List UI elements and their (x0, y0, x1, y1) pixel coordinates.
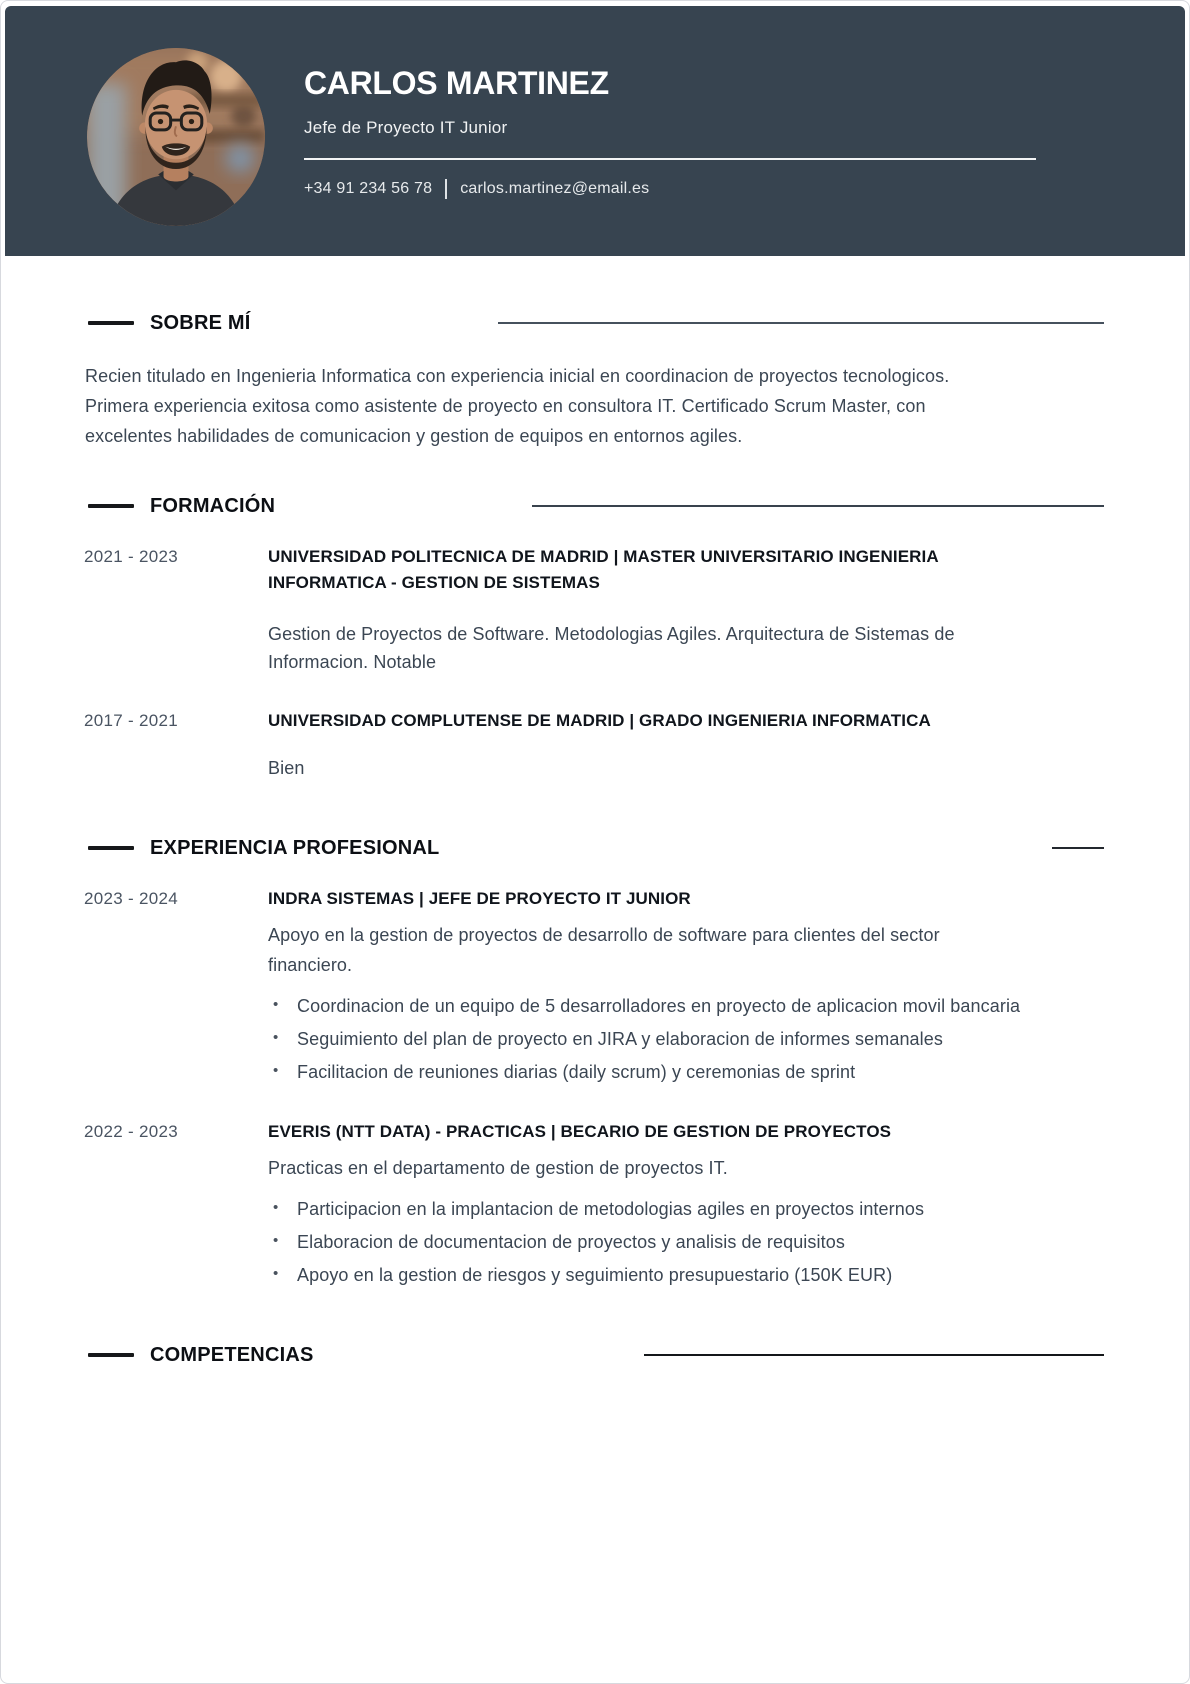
contact-separator (445, 179, 447, 199)
profile-photo-illustration (87, 48, 265, 226)
entry-body (268, 1119, 1104, 1293)
entry-body (268, 544, 1104, 676)
entry-title-line: INFORMATICA - GESTION DE SISTEMAS (268, 573, 600, 592)
bullet-item: • Apoyo en la gestion de riesgos y seguimiento presupuestario (150K EUR) (268, 1260, 1104, 1290)
experience-entry (1, 886, 1189, 1090)
education-entry-title (268, 544, 1104, 596)
summary-line: financiero. (268, 955, 353, 975)
about-paragraph (85, 361, 1104, 451)
experience-entry (1, 1119, 1189, 1293)
profile-photo (87, 48, 265, 226)
entry-desc-line: Bien (268, 758, 305, 778)
section-dash (88, 846, 134, 850)
entry-title-line: EVERIS (NTT DATA) - PRACTICAS | BECARIO DE GESTION DE PROYECTOS (268, 1122, 892, 1141)
section-dash (88, 1353, 134, 1357)
entry-dates: 2022 - 2023 (84, 1122, 179, 1141)
section-title-about: SOBRE MÍ (150, 311, 251, 334)
section-rule (532, 505, 1104, 507)
section-rule (1052, 847, 1104, 849)
entry-dates: 2023 - 2024 (84, 889, 179, 908)
entry-title-line: INDRA SISTEMAS | JEFE DE PROYECTO IT JUNIOR (268, 889, 691, 908)
experience-bullet-list (268, 991, 1104, 1087)
bullet-item: • Participacion en la implantacion de metodologias agiles en proyectos internos (268, 1194, 1104, 1224)
education-entry (1, 708, 1189, 782)
summary-line: Practicas en el departamento de gestion de proyectos IT. (268, 1158, 728, 1178)
entry-dates: 2021 - 2023 (84, 547, 179, 566)
section-header-about (88, 309, 1104, 337)
bullet-item: • Coordinacion de un equipo de 5 desarrolladores en proyecto de aplicacion movil bancaria (268, 991, 1104, 1021)
section-rule (498, 322, 1104, 324)
entry-title-line: UNIVERSIDAD POLITECNICA DE MADRID | MASTER UNIVERSITARIO INGENIERIA (268, 547, 939, 566)
education-entry-title (268, 708, 1104, 734)
section-header-experience (88, 834, 1104, 862)
entry-body (268, 708, 1104, 782)
entry-dates: 2017 - 2021 (84, 711, 179, 730)
entry-desc-line: Gestion de Proyectos de Software. Metodologias Agiles. Arquitectura de Sistemas de (268, 624, 955, 644)
person-role: Jefe de Proyecto IT Junior (304, 118, 508, 137)
education-entry-description (268, 754, 1104, 782)
person-name: CARLOS MARTINEZ (304, 65, 609, 101)
experience-bullet-list (268, 1194, 1104, 1290)
bullet-item: • Seguimiento del plan de proyecto en JIRA y elaboracion de informes semanales (268, 1024, 1104, 1054)
contact-line (304, 178, 649, 200)
education-entry-description (268, 620, 1104, 676)
summary-line: Apoyo en la gestion de proyectos de desarrollo de software para clientes del sector (268, 925, 940, 945)
section-title-experience: EXPERIENCIA PROFESIONAL (150, 836, 440, 859)
about-line: Primera experiencia exitosa como asistente de proyecto en consultora IT. Certificado Scrum Master, con (85, 396, 926, 416)
header-divider (304, 158, 1036, 160)
education-entry (1, 544, 1189, 676)
section-dash (88, 504, 134, 508)
cv-header (5, 6, 1185, 256)
bullet-item: • Facilitacion de reuniones diarias (daily scrum) y ceremonias de sprint (268, 1057, 1104, 1087)
section-rule (644, 1354, 1104, 1356)
phone-number: +34 91 234 56 78 (304, 180, 433, 197)
experience-entry-summary (268, 1153, 1104, 1183)
entry-title-line: UNIVERSIDAD COMPLUTENSE DE MADRID | GRADO INGENIERIA INFORMATICA (268, 711, 931, 730)
experience-entry-title (268, 886, 1104, 912)
entry-desc-line: Informacion. Notable (268, 652, 437, 672)
entry-body (268, 886, 1104, 1090)
experience-entry-title (268, 1119, 1104, 1145)
email-address: carlos.martinez@email.es (460, 180, 650, 197)
about-line: excelentes habilidades de comunicacion y gestion de equipos en entornos agiles. (85, 426, 743, 446)
bullet-item: • Elaboracion de documentacion de proyectos y analisis de requisitos (268, 1227, 1104, 1257)
section-dash (88, 321, 134, 325)
experience-entry-summary (268, 920, 1104, 980)
section-header-education (88, 492, 1104, 520)
about-line: Recien titulado en Ingenieria Informatica con experiencia inicial en coordinacion de proyectos tecnologicos. (85, 366, 950, 386)
section-header-skills (88, 1341, 1104, 1369)
section-title-skills: COMPETENCIAS (150, 1343, 314, 1366)
section-title-education: FORMACIÓN (150, 494, 276, 517)
